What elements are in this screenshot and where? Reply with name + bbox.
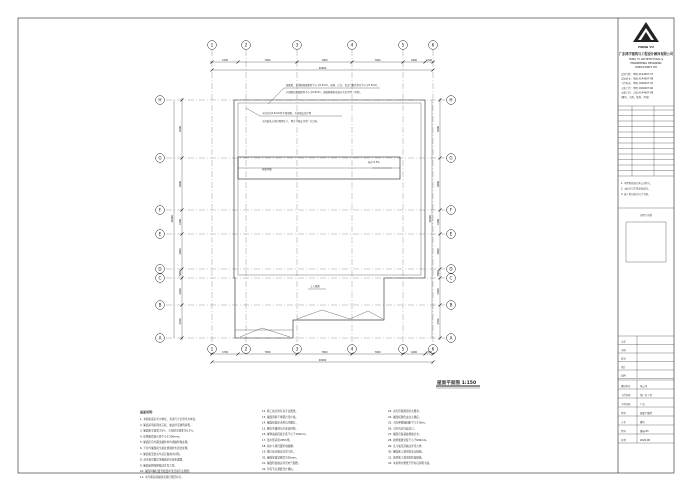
- axis-label-row: A: [158, 335, 162, 341]
- company-name-en-3: CONSULTANTS LTD: [634, 66, 658, 69]
- dimension-text: 4700: [178, 318, 182, 325]
- axis-label-row: H: [449, 97, 453, 103]
- svg-text:彩钢板的屋面板厚不小于0.6mm，屋面板檩条安装方式见详图（: 彩钢板的屋面板厚不小于0.6mm，屋面板檩条安装方式见详图（参照）。: [286, 91, 363, 94]
- dimension-lines: [171, 59, 442, 364]
- dimension-text: 7000: [264, 350, 271, 354]
- dimension-text: 2400: [436, 288, 440, 295]
- dimension-text: 6800: [436, 180, 440, 188]
- note-line: 13. 屋面荷载不得超过设计值。: [262, 415, 299, 419]
- callout-roof-panel: [268, 83, 380, 104]
- note-line: 15. 螺钉外露部分应涂密封胶。: [262, 427, 299, 431]
- axis-label-col: 3: [295, 346, 299, 352]
- row-value: 屋面平面图: [640, 411, 652, 415]
- notes-column-3: [388, 409, 432, 465]
- note-line: 12. 施工前应核对各专业图纸。: [262, 410, 299, 413]
- axis-label-row: B: [449, 302, 453, 308]
- row-label: 图号: [621, 429, 626, 433]
- note-line: 20. 屋面保温层厚度为50mm。: [262, 456, 299, 460]
- dimension-text: 4400: [410, 58, 418, 62]
- axis-label-row: A: [449, 335, 453, 341]
- cert-line: 资质等级：甲级 A144007-37: [621, 73, 654, 76]
- dimension-text: 8400: [178, 125, 182, 133]
- axis-label-col: 1: [210, 42, 214, 48]
- dimension-text: 4600: [436, 248, 440, 255]
- row-label: 子项名称: [621, 402, 631, 406]
- axis-label-row: F: [449, 207, 453, 213]
- note-line: 22. 所有节点须经设计确认。: [262, 468, 296, 471]
- axis-label-row: D: [449, 266, 453, 272]
- dimension-text: 4700: [425, 58, 433, 62]
- row-label: 校对: [621, 357, 626, 361]
- dimension-text: 4600: [178, 248, 182, 255]
- company-name: 广东鸿宇建筑与工程设计顾问有限公司: [618, 52, 674, 56]
- dimension-text: 7000: [436, 270, 440, 277]
- dimension-text: 4400: [436, 218, 440, 226]
- note-line: 10. 屋面风帽位置及数量详见设备专业图纸。: [140, 470, 192, 474]
- ridge-label: 上人屋面: [310, 285, 320, 288]
- row-label: 工程名称: [621, 393, 631, 397]
- axis-label-col: 6: [431, 346, 435, 352]
- svg-text:天沟最低点设虹吸雨水斗，雨水斗做法详见厂家资料。: 天沟最低点设虹吸雨水斗，雨水斗做法详见厂家资料。: [262, 120, 320, 123]
- row-label: 日期: [621, 438, 626, 442]
- note-line: 19. 檐口收边做法详见大样。: [262, 450, 296, 454]
- dimension-text: 4400: [410, 350, 418, 354]
- company-certificates: [621, 72, 654, 99]
- signature-table: [618, 336, 674, 379]
- stamp-box: [626, 222, 666, 262]
- dimension-text: 4700: [221, 58, 229, 62]
- dimension-text: 7000: [178, 270, 182, 277]
- dimension-text: 7000: [374, 58, 381, 62]
- note-line: 8. 采光板布置详见屋面采光板布置图。: [140, 458, 185, 462]
- axis-label-col: 4: [350, 42, 354, 48]
- row-label: 设计: [621, 365, 626, 369]
- note-line: 11. 未尽事宜请按国家现行规范执行。: [140, 476, 184, 479]
- dimension-text: 8400: [436, 125, 440, 133]
- title-note-line: 3. 施工时以标注尺寸为准。: [621, 193, 651, 196]
- note-line: 9. 屋面检修爬梯做法详见大样。: [140, 464, 178, 468]
- notes-column-1: [140, 417, 198, 479]
- cert-line: 人防工程：甲级 1044007-66: [621, 86, 654, 90]
- note-line: 28. 检修通道宽度不小于600mm。: [388, 439, 429, 442]
- title-note-line: 1. 本图纸版权归本公司所有。: [621, 182, 653, 185]
- callout-gutter: [246, 108, 342, 123]
- title-note-line: 2. 未经许可不得复制使用。: [621, 187, 651, 191]
- dimension-text: 7000: [321, 58, 328, 62]
- drawing-meta-table: [618, 416, 674, 443]
- cert-line: 工程咨询：甲级 1044007-34: [621, 82, 654, 86]
- axis-label-row: F: [158, 207, 162, 213]
- cert-line: 资质证书：甲级 A144007-98: [621, 77, 654, 81]
- note-line: 1. 本图标高以米为单位，其余尺寸以毫米为单位。: [140, 418, 198, 421]
- note-line: 16. 屋脊盖板搭接长度不小于150mm。: [262, 433, 309, 437]
- note-line: 32. 本说明与图纸不符时以说明为准。: [388, 462, 432, 466]
- note-line: 21. 屋面防雷做法详见电气图纸。: [262, 462, 301, 466]
- axis-label-row: D: [158, 266, 162, 272]
- row-label: 审定: [621, 340, 626, 344]
- note-line: 31. 雨季施工须采取防雨措施。: [388, 456, 425, 460]
- ventilator-label: 屋面风帽: [262, 168, 272, 171]
- axis-label-col: 5: [401, 346, 405, 352]
- axis-label-row: B: [158, 302, 162, 308]
- note-line: 4. 彩钢板搭接长度不小于200mm。: [140, 435, 182, 439]
- company-name-en-2: ENGINEERING DESIGNING: [630, 62, 662, 65]
- row-label: 专业: [621, 420, 626, 424]
- slope-label: 坡度 0.5%: [368, 161, 380, 164]
- axis-label-row: G: [158, 155, 162, 161]
- row-value: 厂房: [640, 402, 645, 406]
- note-line: 5. 屋面所有外露金属构件均须做防锈处理。: [140, 441, 190, 445]
- dimension-text: 4700: [221, 350, 229, 354]
- axis-label-col: 3: [295, 42, 299, 48]
- note-line: 30. 屋面施工须采取安全措施。: [388, 450, 425, 454]
- dimension-text: 4700: [425, 350, 433, 354]
- note-line: 7. 屋面板安装完毕后应做淋水试验。: [140, 452, 183, 456]
- note-line: 27. 屋面设备基础须做泛水。: [388, 433, 422, 437]
- cert-line: 市政工程：乙级 A144007-98: [621, 91, 654, 95]
- revision-table: [618, 106, 674, 176]
- note-line: 29. 女儿墙压顶做法详见大样。: [388, 444, 425, 448]
- axis-label-row: C: [158, 275, 162, 281]
- note-line: 26. 天沟内应设溢流口。: [388, 427, 417, 431]
- row-value: 某厂房工程: [640, 393, 652, 397]
- note-line: 24. 屋面板颜色由业主确定。: [388, 415, 422, 419]
- dimension-total: 40000: [318, 358, 327, 362]
- axis-label-row: C: [449, 275, 453, 281]
- row-label: 建设单位: [621, 384, 631, 388]
- note-line: 3. 屋面排水坡度为5%，天沟排水坡度为0.5%。: [140, 429, 196, 433]
- drawing-title: 屋面平面图 1:150: [437, 381, 477, 386]
- note-line: 25. 天沟伸缩缝间距不大于30m。: [388, 421, 428, 425]
- notes-column-2: [262, 409, 308, 471]
- dimension-total: 44000: [170, 215, 174, 223]
- note-line: 17. 落水管采用UPVC管。: [262, 439, 293, 442]
- note-line: 18. 雨水斗须设置防堵格栅。: [262, 444, 296, 448]
- company-name-en-1: HONG YU ARCHITECTURAL &: [628, 58, 664, 61]
- axis-label-col: 2: [244, 346, 248, 352]
- dimension-total: 40000: [318, 66, 327, 70]
- title-block: [618, 22, 674, 443]
- axis-label-col: 6: [431, 42, 435, 48]
- note-line: 6. 天沟与屋面板交接处须做防水密封处理。: [140, 447, 190, 450]
- note-line: 14. 屋面板固定采用自攻螺钉。: [262, 421, 299, 425]
- row-value: 某公司: [640, 384, 648, 388]
- note-line: 23. 采光带须满足防火要求。: [388, 410, 422, 413]
- notes-title: 屋面说明：: [140, 410, 156, 414]
- axis-label-col: 2: [244, 42, 248, 48]
- row-label: 图名: [621, 411, 626, 415]
- dimension-text: 6800: [178, 180, 182, 188]
- svg-text:天沟采用1.5mm厚不锈钢板，天沟做法见详图: 天沟采用1.5mm厚不锈钢板，天沟做法见详图: [262, 112, 312, 115]
- svg-text:屋面板、彩钢板屋面板厚不小于0.5mm，屋脊、泛水、包边等配: 屋面板、彩钢板屋面板厚不小于0.5mm，屋脊、泛水、包边等配件厚度不小于0.5mm，: [286, 84, 380, 87]
- dimension-text: 7000: [374, 350, 381, 354]
- axis-label-col: 5: [401, 42, 405, 48]
- axis-label-row: E: [449, 231, 453, 237]
- dimension-text: 7000: [321, 350, 328, 354]
- axis-label-col: 1: [210, 346, 214, 352]
- dimension-text: 2400: [178, 288, 182, 295]
- row-value: 建筑: [640, 420, 645, 424]
- note-line: 2. 屋面采用彩钢夹芯板，做法详见建筑说明。: [140, 423, 193, 427]
- company-logo-icon: [633, 22, 659, 42]
- project-info-table: [618, 380, 674, 416]
- axis-label-row: G: [449, 155, 453, 161]
- title-block-notes: [621, 181, 653, 196]
- axis-labels: [156, 41, 456, 354]
- dimension-text: 7000: [264, 58, 271, 62]
- row-value: 2020.08: [640, 438, 650, 442]
- dimension-text: 4700: [436, 318, 440, 325]
- logo-text: HONG YU: [638, 45, 654, 49]
- row-label: 制图: [621, 374, 626, 378]
- roof-outline: [234, 100, 425, 338]
- axis-label-row: H: [158, 97, 162, 103]
- dimension-text: 4400: [178, 218, 182, 226]
- axis-label-col: 4: [350, 346, 354, 352]
- dimension-total: 44000: [428, 215, 432, 223]
- row-value: 建施-05: [640, 429, 649, 433]
- row-label: 审核: [621, 348, 626, 352]
- cert-line: (建筑、市政、规划、风景): [621, 96, 650, 99]
- axis-label-row: E: [158, 231, 162, 237]
- stamp-label: 出图专用章: [640, 214, 652, 217]
